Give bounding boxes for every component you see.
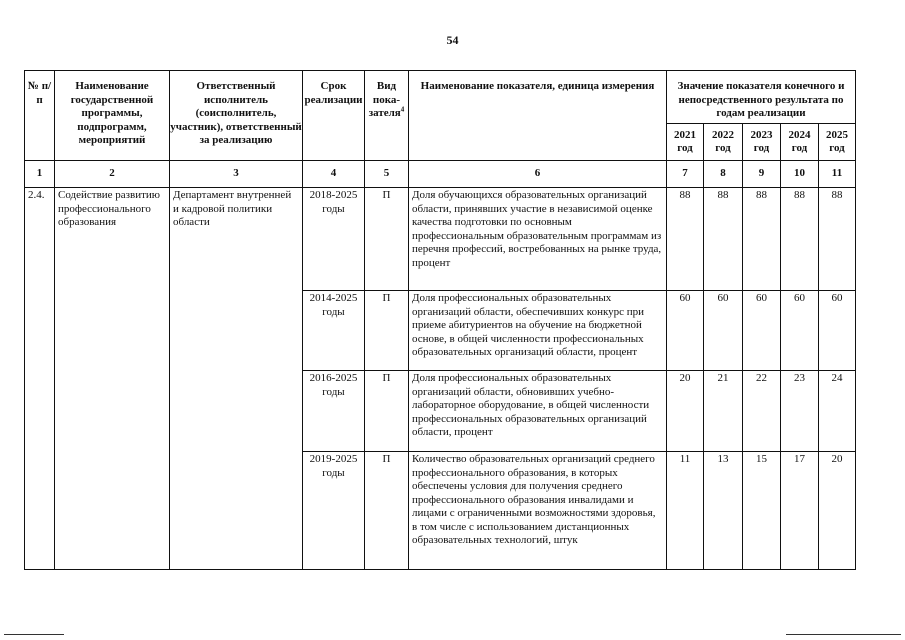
indicator-text: Количество образовательных организаций среднего профессионального образования, в которых обеспечены условия для получения среднего профессионального образования инвалидами и лицами с ограниченными возможностями здоровья, в том числе с использованием дистанционных образовательных технологий, штук bbox=[409, 452, 667, 570]
scan-edge-line-left bbox=[4, 634, 64, 635]
footnote-marker: 4 bbox=[400, 105, 405, 114]
value-2023: 60 bbox=[743, 291, 781, 371]
type-cell: П bbox=[365, 371, 409, 452]
value-2024: 60 bbox=[781, 291, 819, 371]
value-2021: 20 bbox=[667, 371, 704, 452]
value-2021: 88 bbox=[667, 188, 704, 291]
row-number: 2.4. bbox=[25, 188, 55, 570]
value-2025: 24 bbox=[819, 371, 856, 452]
colnum-5: 5 bbox=[365, 161, 409, 188]
value-2025: 60 bbox=[819, 291, 856, 371]
header-year-2022: 2022 год bbox=[704, 124, 743, 161]
colnum-7: 7 bbox=[667, 161, 704, 188]
header-type bbox=[365, 71, 409, 161]
indicator-text: Доля профессиональных образовательных организаций области, обновивших учебно-лабораторное оборудование, в общей численности профессиональных образовательных организаций области, процент bbox=[409, 371, 667, 452]
term-cell: 2016-2025 годы bbox=[303, 371, 365, 452]
value-2023: 15 bbox=[743, 452, 781, 570]
activity-name: Содействие развитию профессионального образования bbox=[55, 188, 170, 570]
header-row-1 bbox=[25, 71, 856, 124]
type-cell: П bbox=[365, 452, 409, 570]
colnum-9: 9 bbox=[743, 161, 781, 188]
header-num: № п/п bbox=[25, 71, 55, 161]
value-2021: 60 bbox=[667, 291, 704, 371]
colnum-11: 11 bbox=[819, 161, 856, 188]
colnum-3: 3 bbox=[170, 161, 303, 188]
responsible-executor: Департамент внутренней и кадровой политики области bbox=[170, 188, 303, 570]
header-indicator: Наименование показателя, единица измерения bbox=[409, 71, 667, 161]
header-term: Срок реализации bbox=[303, 71, 365, 161]
value-2022: 60 bbox=[704, 291, 743, 371]
term-cell: 2018-2025 годы bbox=[303, 188, 365, 291]
header-type-label: Вид пока- зателя bbox=[368, 80, 401, 119]
value-2022: 88 bbox=[704, 188, 743, 291]
indicator-text: Доля профессиональных образовательных организаций области, обеспечивших конкурс при приеме абитуриентов на обучение на бюджетной основе, в общей численности профессиональных образовательных организаций области, процент bbox=[409, 291, 667, 371]
value-2023: 88 bbox=[743, 188, 781, 291]
table-row bbox=[25, 188, 856, 291]
term-cell: 2019-2025 годы bbox=[303, 452, 365, 570]
colnum-8: 8 bbox=[704, 161, 743, 188]
term-cell: 2014-2025 годы bbox=[303, 291, 365, 371]
header-year-2021: 2021 год bbox=[667, 124, 704, 161]
type-cell: П bbox=[365, 291, 409, 371]
value-2025: 20 bbox=[819, 452, 856, 570]
type-cell: П bbox=[365, 188, 409, 291]
header-values-group: Значение показателя конечного и непосредственного результата по годам реализации bbox=[667, 71, 856, 124]
value-2022: 21 bbox=[704, 371, 743, 452]
indicators-table bbox=[24, 70, 856, 570]
value-2025: 88 bbox=[819, 188, 856, 291]
colnum-10: 10 bbox=[781, 161, 819, 188]
value-2024: 23 bbox=[781, 371, 819, 452]
value-2023: 22 bbox=[743, 371, 781, 452]
header-name: Наименование государственной программы, подпрограмм, мероприятий bbox=[55, 71, 170, 161]
colnum-1: 1 bbox=[25, 161, 55, 188]
header-year-2024: 2024 год bbox=[781, 124, 819, 161]
value-2022: 13 bbox=[704, 452, 743, 570]
value-2021: 11 bbox=[667, 452, 704, 570]
header-year-2025: 2025 год bbox=[819, 124, 856, 161]
header-year-2023: 2023 год bbox=[743, 124, 781, 161]
colnum-4: 4 bbox=[303, 161, 365, 188]
indicator-text: Доля обучающихся образовательных организаций области, принявших участие в независимой оценке качества подготовки по основным профессиональным образовательным программам из перечня профессий, востребованных на рынке труда, процент bbox=[409, 188, 667, 291]
scan-edge-line-right bbox=[786, 634, 901, 635]
header-responsible: Ответственный исполнитель (соисполнитель, участник), ответственный за реализацию bbox=[170, 71, 303, 161]
colnum-6: 6 bbox=[409, 161, 667, 188]
value-2024: 17 bbox=[781, 452, 819, 570]
column-numbers-row bbox=[25, 161, 856, 188]
colnum-2: 2 bbox=[55, 161, 170, 188]
page-number: 54 bbox=[446, 33, 459, 47]
value-2024: 88 bbox=[781, 188, 819, 291]
